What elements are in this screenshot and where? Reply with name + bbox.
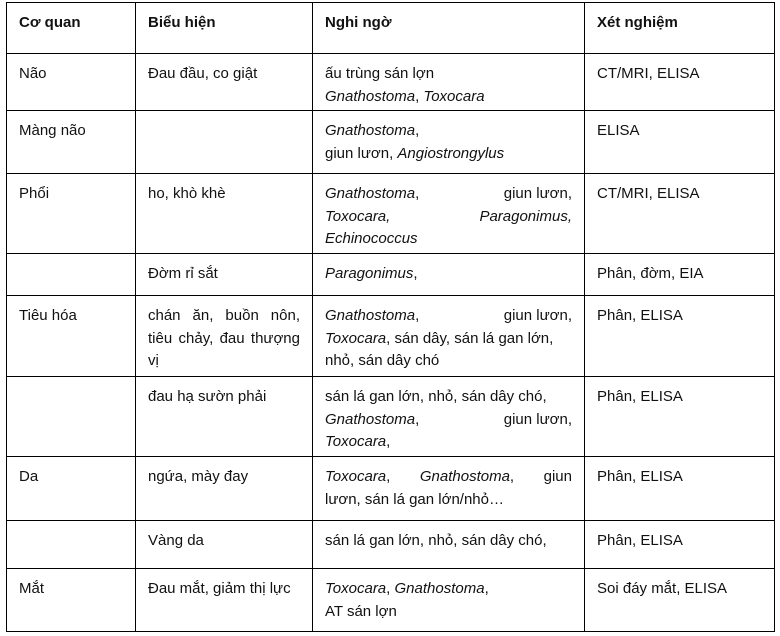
test-cell: Phân, ELISA: [585, 457, 775, 521]
document-page: [6, 2, 775, 632]
symptom-cell: ho, khò khè: [136, 174, 313, 254]
test-cell: CT/MRI, ELISA: [585, 54, 775, 111]
table-row: [7, 521, 775, 569]
symptom-cell: đau hạ sườn phải: [136, 377, 313, 457]
organ-cell: [7, 254, 136, 296]
organ-cell: Da: [7, 457, 136, 521]
table-row: [7, 377, 775, 457]
suspect-cell: sán lá gan lớn, nhỏ, sán dây chó,: [313, 521, 585, 569]
suspect-cell: Toxocara, Gnathostoma, giun lươn, sán lá gan lớn/nhỏ…: [313, 457, 585, 521]
table-row: [7, 457, 775, 521]
table-header-row: [7, 3, 775, 54]
symptom-cell: chán ăn, buồn nôn, tiêu chảy, đau thượng vị: [136, 296, 313, 377]
symptom-cell: [136, 111, 313, 174]
test-cell: Phân, ELISA: [585, 377, 775, 457]
suspect-cell: Gnathostoma, giun lươn, Toxocara, Paragonimus, Echinococcus: [313, 174, 585, 254]
table-row: [7, 254, 775, 296]
table-row: [7, 569, 775, 632]
organ-cell: Mắt: [7, 569, 136, 632]
suspect-cell: ấu trùng sán lợn Gnathostoma, Toxocara: [313, 54, 585, 111]
symptom-cell: Đau mắt, giảm thị lực: [136, 569, 313, 632]
organ-cell: Não: [7, 54, 136, 111]
test-cell: Soi đáy mắt, ELISA: [585, 569, 775, 632]
symptom-cell: Vàng da: [136, 521, 313, 569]
symptom-cell: ngứa, mày đay: [136, 457, 313, 521]
test-cell: Phân, ELISA: [585, 521, 775, 569]
organ-cell: [7, 377, 136, 457]
test-cell: Phân, đờm, EIA: [585, 254, 775, 296]
organ-cell: Màng não: [7, 111, 136, 174]
symptom-cell: Đau đầu, co giật: [136, 54, 313, 111]
organ-cell: Tiêu hóa: [7, 296, 136, 377]
organ-cell: Phổi: [7, 174, 136, 254]
suspect-cell: Gnathostoma, giun lươn, Angiostrongylus: [313, 111, 585, 174]
symptom-cell: Đờm rỉ sắt: [136, 254, 313, 296]
suspect-cell: Gnathostoma, giun lươn, Toxocara, sán dây, sán lá gan lớn, nhỏ, sán dây chó: [313, 296, 585, 377]
suspect-cell: Paragonimus,: [313, 254, 585, 296]
table-row: [7, 296, 775, 377]
parasite-table: [6, 2, 775, 632]
organ-cell: [7, 521, 136, 569]
suspect-cell: sán lá gan lớn, nhỏ, sán dây chó, Gnathostoma, giun lươn, Toxocara,: [313, 377, 585, 457]
header-test: Xét nghiệm: [585, 3, 775, 54]
table-row: [7, 111, 775, 174]
test-cell: ELISA: [585, 111, 775, 174]
header-suspect: Nghi ngờ: [313, 3, 585, 54]
header-organ: Cơ quan: [7, 3, 136, 54]
test-cell: Phân, ELISA: [585, 296, 775, 377]
test-cell: CT/MRI, ELISA: [585, 174, 775, 254]
table-row: [7, 174, 775, 254]
suspect-cell: Toxocara, Gnathostoma, AT sán lợn: [313, 569, 585, 632]
header-symptom: Biểu hiện: [136, 3, 313, 54]
table-row: [7, 54, 775, 111]
